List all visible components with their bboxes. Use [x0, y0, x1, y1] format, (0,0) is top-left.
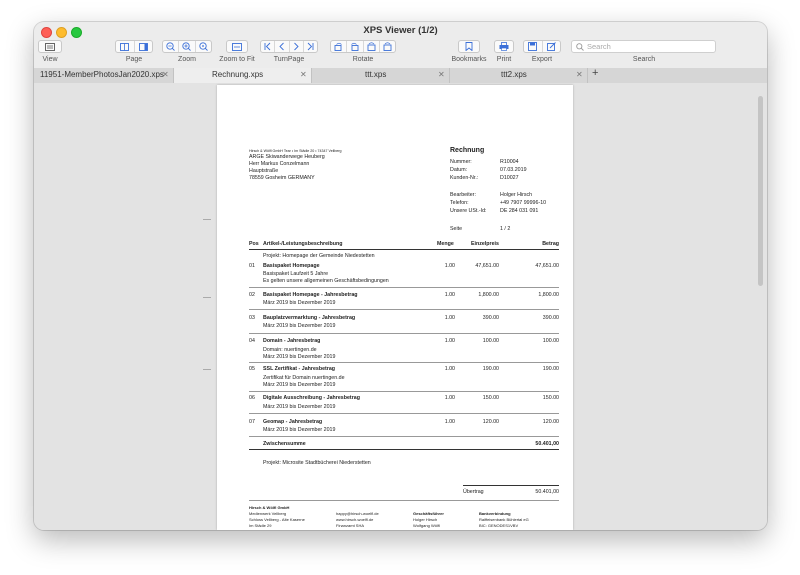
edit-export-button[interactable]	[543, 41, 561, 52]
item-amount: 150.00	[542, 395, 559, 401]
rotate-page-left-icon	[367, 42, 376, 51]
first-page-icon	[264, 42, 272, 51]
page-mode-group	[115, 40, 153, 53]
item-pos: 03	[249, 315, 255, 321]
item-pos: 02	[249, 292, 255, 298]
subtotal-label: Zwischensumme	[263, 441, 306, 447]
bookmarks-label: Bookmarks	[451, 56, 487, 63]
item-pos: 04	[249, 338, 255, 344]
rotate-label: Rotate	[352, 56, 374, 63]
item-detail: Es gelten unsere allgemeinen Geschäftsbedingungen	[263, 278, 389, 284]
tab-rechnung[interactable]	[174, 68, 312, 83]
item-detail: März 2019 bis Dezember 2019	[263, 404, 336, 410]
zoom-out-button[interactable]	[163, 41, 179, 52]
recipient-line: Hauptstraße	[249, 168, 279, 174]
item-detail: Zertifikat für Domain nuertingen.de	[263, 375, 345, 381]
document-page	[217, 85, 573, 530]
footer-rule	[249, 500, 559, 501]
item-title: SSL Zertifikat - Jahresbetrag	[263, 366, 336, 372]
zoom-actual-button[interactable]	[196, 41, 211, 52]
item-price: 390.00	[482, 315, 499, 321]
col-quantity: Menge	[437, 241, 454, 247]
item-title: Geomap - Jahresbetrag	[263, 419, 323, 425]
fold-mark	[203, 219, 211, 220]
item-detail: Domain: nuertingen.de	[263, 347, 317, 353]
col-unit-price: Einzelpreis	[471, 241, 499, 247]
recipient-line: 78559 Gosheim GERMANY	[249, 175, 315, 181]
window-title: XPS Viewer (1/2)	[363, 25, 438, 36]
item-title: Digitale Ausschreibung - Jahresbetrag	[263, 395, 360, 401]
tab-11951-memberphotos[interactable]	[34, 68, 174, 83]
zoom-in-button[interactable]	[179, 41, 195, 52]
tab-label: 11951-MemberPhotosJan2020.xps	[40, 70, 164, 79]
zoom-out-icon	[166, 42, 175, 51]
chevron-left-icon	[278, 42, 286, 51]
col-pos: Pos	[249, 241, 259, 247]
add-tab-button[interactable]: +	[592, 67, 599, 79]
rotate-left-button[interactable]	[331, 41, 347, 52]
item-amount: 120.00	[542, 419, 559, 425]
row-divider	[249, 333, 559, 334]
item-qty: 1.00	[444, 366, 455, 372]
document-viewer[interactable]	[34, 83, 767, 530]
page-label: Page	[125, 56, 143, 63]
zoom-in-icon	[182, 42, 191, 51]
item-detail: März 2019 bis Dezember 2019	[263, 354, 336, 360]
page-number-value: 1 / 2	[500, 226, 511, 232]
item-pos: 06	[249, 395, 255, 401]
header-rule	[249, 249, 559, 250]
item-qty: 1.00	[444, 395, 455, 401]
print-label: Print	[496, 56, 512, 63]
turnpage-group	[260, 40, 318, 53]
sidebar-page-button[interactable]	[135, 41, 153, 52]
last-page-button[interactable]	[304, 41, 317, 52]
close-tab-icon[interactable]: ✕	[300, 70, 307, 79]
list-icon	[45, 43, 55, 51]
recipient-line: ARGE Skiwanderwege Heuberg	[249, 154, 325, 160]
search-label: Search	[632, 56, 656, 63]
footer-text: Holger Hirsch	[413, 517, 438, 522]
item-pos: 07	[249, 419, 255, 425]
zoom-group	[162, 40, 212, 53]
next-page-button[interactable]	[290, 41, 304, 52]
contact-value: +49 7907 99996-10	[500, 200, 547, 206]
zoom-label: Zoom	[178, 56, 196, 63]
fit-icon	[232, 43, 242, 51]
footer-text: Finanzamt SHA	[336, 523, 365, 528]
first-page-button[interactable]	[261, 41, 275, 52]
item-detail: März 2019 bis Dezember 2019	[263, 323, 336, 329]
footer-text: Geschäftsführer	[413, 511, 444, 516]
footer-text: Wolfgang Wölfl	[413, 523, 440, 528]
item-detail: März 2019 bis Dezember 2019	[263, 427, 336, 433]
item-amount: 47,651.00	[535, 263, 559, 269]
col-amount: Betrag	[542, 241, 559, 247]
carry-rule	[463, 485, 559, 486]
single-page-button[interactable]	[116, 41, 135, 52]
bookmarks-button[interactable]	[458, 40, 480, 53]
fold-mark	[203, 369, 211, 370]
edit-icon	[547, 42, 556, 51]
rotate-right-button[interactable]	[347, 41, 363, 52]
row-divider	[249, 309, 559, 310]
row-divider	[249, 391, 559, 392]
row-divider	[249, 287, 559, 288]
close-tab-icon[interactable]: ✕	[438, 70, 445, 79]
item-price: 190.00	[482, 366, 499, 372]
item-price: 1,800.00	[478, 292, 499, 298]
item-title: Domain - Jahresbetrag	[263, 338, 321, 344]
row-divider	[249, 413, 559, 414]
zoom-to-fit-label: Zoom to Fit	[219, 56, 255, 63]
meta-value: D10027	[500, 175, 519, 181]
item-amount: 100.00	[542, 338, 559, 344]
footer-text: happy@hirsch-woelfl.de	[336, 511, 379, 516]
item-amount: 190.00	[542, 366, 559, 372]
bookmark-icon	[465, 42, 473, 51]
zoom-to-fit-button[interactable]	[226, 40, 248, 53]
xps-viewer-window	[34, 22, 767, 530]
contact-key: Telefon:	[450, 200, 469, 206]
item-title: Basispaket Homepage - Jahresbetrag	[263, 292, 358, 298]
recipient-line: Herr Markus Conzelmann	[249, 161, 310, 167]
subtotal-value: 50.401,00	[535, 441, 559, 447]
save-button[interactable]	[524, 41, 543, 52]
tab-label: ttt2.xps	[501, 70, 527, 79]
single-page-icon	[120, 43, 129, 51]
item-qty: 1.00	[444, 338, 455, 344]
carry-label: Übertrag	[463, 489, 484, 495]
meta-value: 07.03.2019	[500, 167, 527, 173]
footer-text: Bankverbindung	[479, 511, 511, 516]
close-tab-icon[interactable]: ✕	[576, 70, 583, 79]
footer-text: BIC: GENODES1VBV	[479, 523, 519, 528]
rotate-left-icon	[334, 42, 343, 51]
meta-key: Datum:	[450, 167, 468, 173]
view-button[interactable]	[38, 40, 62, 53]
search-placeholder: Search	[587, 42, 611, 51]
tab-ttt[interactable]	[312, 68, 450, 83]
footer-text: Medienwerk Vellberg	[249, 511, 287, 516]
project-line: Projekt: Homepage der Gemeinde Niedestetten	[263, 253, 375, 259]
sidebar-icon	[139, 43, 148, 51]
close-tab-icon[interactable]: ✕	[162, 70, 169, 79]
footer-text: www.hirsch-woelfl.de	[336, 517, 374, 522]
rotate-group	[330, 40, 396, 53]
tab-ttt2[interactable]	[450, 68, 588, 83]
zoom-actual-icon	[199, 42, 208, 51]
meta-value: R10004	[500, 159, 519, 165]
contact-value: DE 284 031 091	[500, 208, 539, 214]
rotate-page-right-button[interactable]	[380, 41, 395, 52]
footer-text: Raiffeisenbank Bühlertal eG	[479, 517, 529, 522]
contact-value: Holger Hirsch	[500, 192, 533, 198]
item-detail: März 2019 bis Dezember 2019	[263, 300, 336, 306]
save-icon	[528, 42, 537, 51]
view-label: View	[42, 56, 58, 63]
print-button[interactable]	[494, 40, 514, 53]
rotate-right-icon	[350, 42, 359, 51]
meta-key: Nummer:	[450, 159, 472, 165]
tab-bar	[34, 68, 767, 84]
item-price: 150.00	[482, 395, 499, 401]
item-qty: 1.00	[444, 263, 455, 269]
page-number-key: Seite	[450, 226, 463, 232]
item-amount: 1,800.00	[538, 292, 559, 298]
item-qty: 1.00	[444, 419, 455, 425]
last-page-icon	[306, 42, 314, 51]
item-pos: 05	[249, 366, 255, 372]
fold-mark	[203, 297, 211, 298]
item-title: Basispaket Homepage	[263, 263, 320, 269]
tab-label: Rechnung.xps	[212, 70, 264, 79]
toolbar	[34, 22, 767, 69]
subtotal-rule	[249, 449, 559, 450]
meta-key: Kunden-Nr.:	[450, 175, 479, 181]
turnpage-label: TurnPage	[273, 56, 305, 63]
rotate-page-left-button[interactable]	[364, 41, 380, 52]
row-divider	[249, 362, 559, 363]
export-label: Export	[531, 56, 553, 63]
chevron-right-icon	[292, 42, 300, 51]
footer-text: Im Städle 29	[249, 523, 272, 528]
item-price: 47,651.00	[475, 263, 499, 269]
carry-value: 50.401,00	[535, 489, 559, 495]
item-qty: 1.00	[444, 292, 455, 298]
search-icon	[576, 43, 584, 51]
printer-icon	[499, 42, 509, 51]
item-qty: 1.00	[444, 315, 455, 321]
rotate-page-right-icon	[383, 42, 392, 51]
item-pos: 01	[249, 263, 255, 269]
item-amount: 390.00	[542, 315, 559, 321]
contact-key: Unsere USt.-Id:	[450, 208, 487, 214]
item-detail: März 2019 bis Dezember 2019	[263, 382, 336, 388]
item-price: 120.00	[482, 419, 499, 425]
footer-text: Schloss Vellberg - Alte Kaserne	[249, 517, 305, 522]
footer-text: Hirsch & Wölfl GmbH	[249, 505, 290, 510]
export-group	[523, 40, 561, 53]
col-description: Artikel-/Leistungsbeschreibung	[263, 241, 343, 247]
search-input[interactable]	[571, 40, 716, 53]
previous-page-button[interactable]	[275, 41, 289, 52]
contact-key: Bearbeiter:	[450, 192, 476, 198]
item-title: Bauplatzvermarktung - Jahresbetrag	[263, 315, 356, 321]
project-line: Projekt: Microsite Stadtbücherei Niederstetten	[263, 460, 371, 466]
row-divider	[249, 436, 559, 437]
item-detail: Basispaket Laufzeit 5 Jahre	[263, 271, 329, 277]
item-price: 100.00	[482, 338, 499, 344]
vertical-scrollbar[interactable]	[758, 96, 763, 286]
invoice-title: Rechnung	[450, 147, 485, 154]
tab-label: ttt.xps	[365, 70, 387, 79]
sender-line: Hirsch & Wölfl GmbH Tear • Im Städle 20 • 74347 Vellberg	[249, 149, 342, 153]
